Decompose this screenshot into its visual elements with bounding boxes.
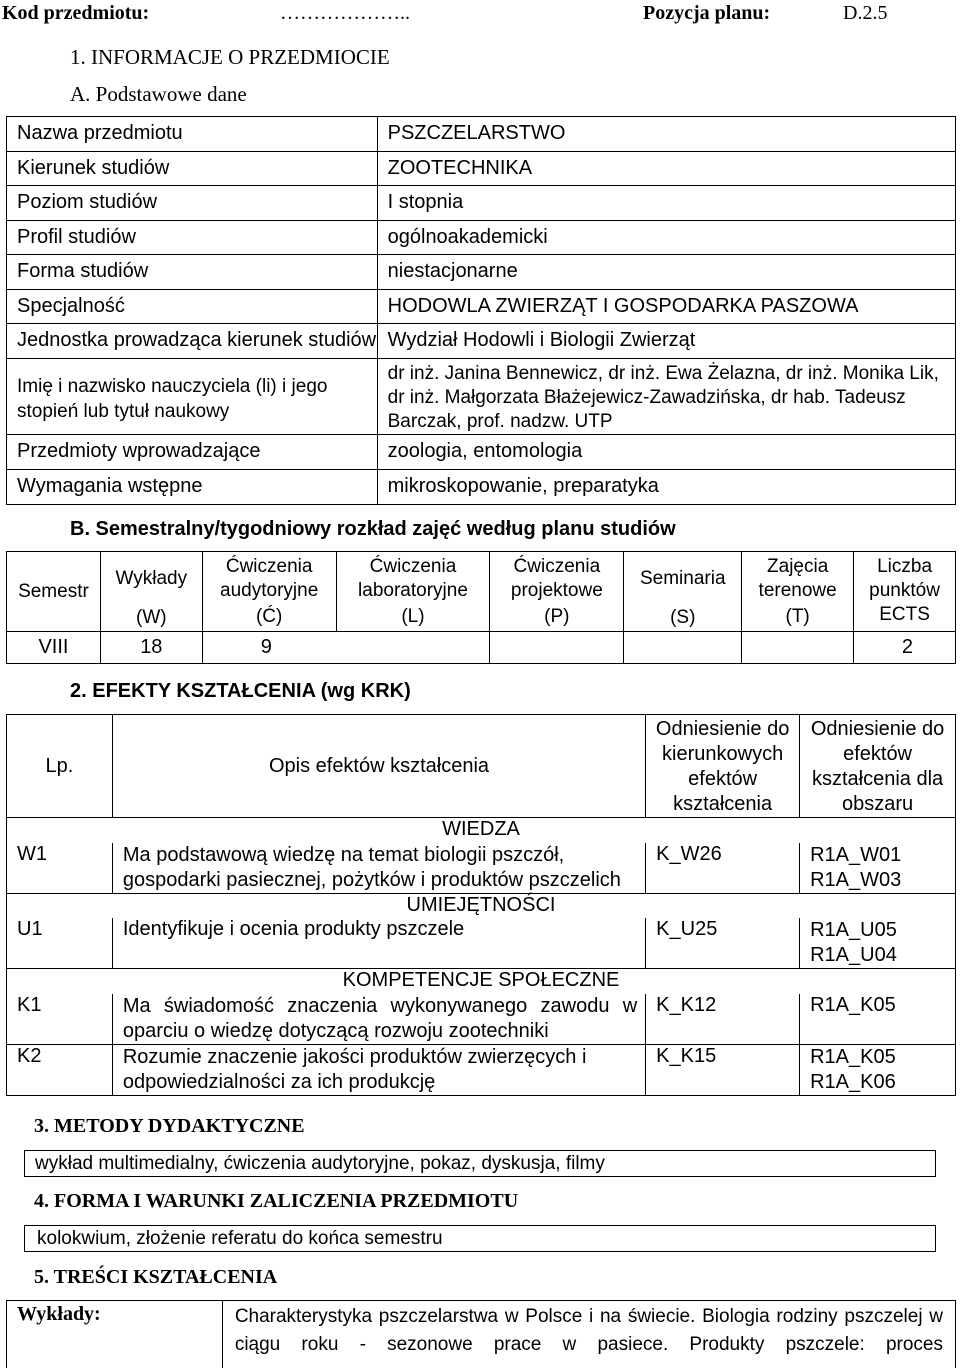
lectures-content: Charakterystyka pszczelarstwa w Polsce i na świecie. Biologia rodziny pszczelej w ciągu roku - sezonowe prace w pasiece. Produkty pszczele: proces [222, 1301, 955, 1368]
basic-label: Wymagania wstępne [7, 470, 378, 505]
effect-obsz [800, 843, 956, 894]
course-code-value: ……………….. [280, 2, 410, 24]
effects-table [6, 714, 956, 1096]
effect-desc: Ma podstawową wiedzę na temat biologii pszczół, gospodarki pasiecznej, pożytków i produktów pszczelich [112, 843, 645, 894]
effect-kier: K_K12 [646, 994, 800, 1045]
header-cw-proj-label: Ćwiczenia projektowe [510, 556, 603, 601]
basic-row [7, 186, 956, 221]
basic-value: zoologia, entomologia [377, 435, 955, 470]
header-cw-lab [336, 552, 490, 632]
header-zajecia-label: Zajęcia terenowe [758, 556, 837, 601]
effects-header-row [7, 715, 956, 818]
effect-obsz: R1A_K05 [800, 994, 956, 1045]
header-cw-lab-abbr: (L) [401, 606, 425, 627]
effect-desc: Ma świadomość znaczenia wykonywanego zawodu w oparciu o wiedzę dotyczącą rozwoju zootechniki [112, 994, 645, 1045]
header-obszar: Odniesienie do efektów kształcenia dla obszaru [800, 715, 956, 818]
basic-value: dr inż. Janina Bennewicz, dr inż. Ewa Żelazna, dr inż. Monika Lik, dr inż. Małgorzata Błażejewicz-Zawadzińska, dr hab. Tadeusz Barczak, prof. nadzw. UTP [377, 359, 955, 435]
basic-label: Forma studiów [7, 255, 378, 290]
basic-data-table [6, 116, 956, 505]
section-5-title: 5. TREŚCI KSZTAŁCENIA [34, 1266, 278, 1288]
schedule-data-row [7, 632, 956, 664]
header-wyklady-abbr: (W) [136, 607, 167, 628]
basic-row [7, 117, 956, 152]
header-cw-proj-abbr: (P) [544, 606, 570, 627]
effect-lp: U1 [7, 918, 113, 969]
header-wyklady-label: Wykłady [115, 568, 188, 589]
section-1-title: 1. INFORMACJE O PRZEDMIOCIE [70, 45, 390, 69]
section-4-box: kolokwium, złożenie referatu do końca semestru [24, 1225, 936, 1252]
basic-row [7, 152, 956, 186]
basic-value: Wydział Hodowli i Biologii Zwierząt [377, 324, 955, 359]
basic-row [7, 255, 956, 290]
cell-t [742, 632, 854, 664]
section-5-table [6, 1300, 956, 1368]
effect-lp: K2 [7, 1044, 113, 1095]
schedule-header-row [7, 552, 956, 632]
header-cw-lab-label: Ćwiczenia laboratoryjne [358, 556, 468, 601]
header-seminaria [624, 552, 742, 632]
header-zajecia-abbr: (T) [785, 606, 810, 627]
basic-row [7, 324, 956, 359]
basic-row [7, 359, 956, 435]
header-cw-proj [490, 552, 624, 632]
section-4-title: 4. FORMA I WARUNKI ZALICZENIA PRZEDMIOTU [34, 1190, 519, 1212]
basic-label: Specjalność [7, 290, 378, 324]
section-3-box: wykład multimedialny, ćwiczenia audytoryjne, pokaz, dyskusja, filmy [24, 1150, 936, 1177]
basic-label: Profil studiów [7, 221, 378, 255]
effect-obsz-2: R1A_K06 [810, 1070, 896, 1093]
effect-obsz [800, 918, 956, 969]
cell-p [490, 632, 624, 664]
cell-ects: 2 [854, 632, 956, 664]
effect-lp: K1 [7, 994, 113, 1045]
course-code-label: Kod przedmiotu: [2, 2, 150, 24]
section-a-title: A. Podstawowe dane [70, 82, 247, 106]
effect-obsz [800, 1044, 956, 1095]
basic-value: I stopnia [377, 186, 955, 221]
header-zajecia [742, 552, 854, 632]
cell-w: 18 [100, 632, 202, 664]
basic-row [7, 290, 956, 324]
header-wyklady [100, 552, 202, 632]
header-kierunkowe: Odniesienie do kierunkowych efektów kształcenia [646, 715, 800, 818]
basic-value: niestacjonarne [377, 255, 955, 290]
schedule-table [6, 551, 956, 664]
category-row [7, 969, 956, 994]
basic-label: Kierunek studiów [7, 152, 378, 186]
category-row [7, 818, 956, 843]
section-3-title: 3. METODY DYDAKTYCZNE [34, 1115, 305, 1137]
effect-kier: K_W26 [646, 843, 800, 894]
effect-obsz-1: R1A_W01 [810, 843, 902, 866]
plan-position-label: Pozycja planu: [643, 2, 771, 24]
basic-value: HODOWLA ZWIERZĄT I GOSPODARKA PASZOWA [377, 290, 955, 324]
basic-label: Poziom studiów [7, 186, 378, 221]
section-b-title: B. Semestralny/tygodniowy rozkład zajęć według planu studiów [70, 518, 676, 540]
effect-row [7, 994, 956, 1045]
effect-row [7, 843, 956, 894]
effect-row [7, 1044, 956, 1095]
basic-value: mikroskopowanie, preparatyka [377, 470, 955, 505]
basic-value: PSZCZELARSTWO [377, 117, 955, 152]
category-wiedza: WIEDZA [7, 818, 956, 843]
effect-obsz-2: R1A_W03 [810, 868, 902, 891]
header-ects: Liczba punktów ECTS [854, 552, 956, 632]
cell-c: 9 [202, 632, 490, 664]
effect-obsz-1: R1A_K05 [810, 1045, 896, 1068]
lectures-label: Wykłady: [7, 1301, 223, 1368]
basic-row [7, 470, 956, 505]
header-cw-aud [202, 552, 336, 632]
basic-value: ZOOTECHNIKA [377, 152, 955, 186]
basic-value: ogólnoakademicki [377, 221, 955, 255]
category-umiejetnosci: UMIEJĘTNOŚCI [7, 893, 956, 918]
effect-row [7, 918, 956, 969]
basic-label: Nazwa przedmiotu [7, 117, 378, 152]
plan-position-value: D.2.5 [843, 2, 888, 24]
effect-kier: K_K15 [646, 1044, 800, 1095]
category-kompetencje: KOMPETENCJE SPOŁECZNE [7, 969, 956, 994]
effect-desc: Identyfikuje i ocenia produkty pszczele [112, 918, 645, 969]
effect-kier: K_U25 [646, 918, 800, 969]
effect-desc: Rozumie znaczenie jakości produktów zwierzęcych i odpowiedzialności za ich produkcję [112, 1044, 645, 1095]
cell-s [624, 632, 742, 664]
header-cw-aud-label: Ćwiczenia audytoryjne [220, 556, 319, 601]
header-semestr: Semestr [7, 552, 101, 632]
basic-row [7, 435, 956, 470]
header-lp: Lp. [7, 715, 113, 818]
header-cw-aud-abbr: (Ć) [255, 606, 283, 627]
effect-obsz-1: R1A_U05 [810, 919, 897, 941]
basic-label: Jednostka prowadząca kierunek studiów [7, 324, 378, 359]
section-2-title: 2. EFEKTY KSZTAŁCENIA (wg KRK) [70, 680, 411, 702]
effect-obsz-2: R1A_U04 [810, 944, 897, 966]
header-seminaria-abbr: (S) [670, 607, 696, 628]
cell-semestr: VIII [7, 632, 101, 664]
header-seminaria-label: Seminaria [639, 568, 726, 589]
basic-label: Przedmioty wprowadzające [7, 435, 378, 470]
basic-row [7, 221, 956, 255]
category-row [7, 893, 956, 918]
basic-label: Imię i nazwisko nauczyciela (li) i jego stopień lub tytuł naukowy [7, 359, 378, 435]
header-opis: Opis efektów kształcenia [112, 715, 645, 818]
effect-lp: W1 [7, 843, 113, 894]
